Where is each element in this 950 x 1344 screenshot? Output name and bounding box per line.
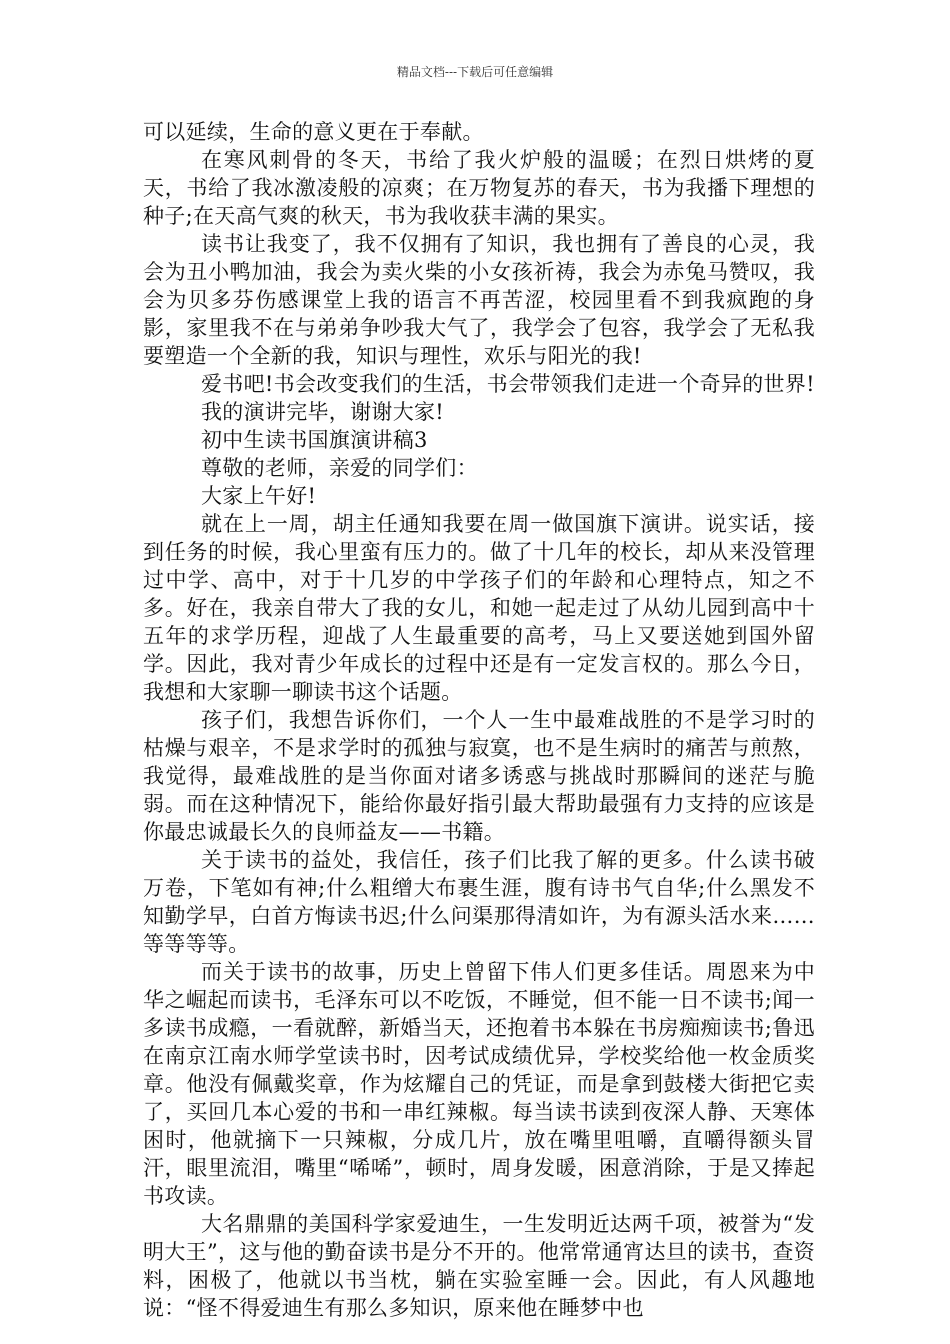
paragraph: 在寒风刺骨的冬天，书给了我火炉般的温暖；在烈日烘烤的夏天，书给了我冰激凌般的凉爽；在万物复苏的春天，书为我播下理想的种子;在天高气爽的秋天，书为我收获丰满的果实。 [143, 148, 815, 228]
paragraph: 而关于读书的故事，历史上曾留下伟人们更多佳话。周恩来为中华之崛起而读书，毛泽东可以不吃饭，不睡觉，但不能一日不读书;闻一多读书成瘾，一看就醉，新婚当天，还抱着书本躲在书房痴痴读书;鲁迅在南京江南水师学堂读书时，因考试成绩优异，学校奖给他一枚金质奖章。他没有佩戴奖章，作为炫耀自己的凭证，而是拿到鼓楼大街把它卖了，买回几本心爱的书和一串红辣椒。每当读书读到夜深人静、天寒体困时，他就摘下一只辣椒，分成几片，放在嘴里咀嚼，直嚼得额头冒汗，眼里流泪，嘴里“唏唏”，顿时，周身发暖，困意消除，于是又捧起书攻读。 [143, 960, 815, 1208]
paragraph: 孩子们，我想告诉你们，一个人一生中最难战胜的不是学习时的枯燥与艰辛，不是求学时的孤独与寂寞，也不是生病时的痛苦与煎熬，我觉得，最难战胜的是当你面对诸多诱惑与挑战时那瞬间的迷茫与脆弱。而在这种情况下，能给你最好指引最大帮助最强有力支持的应该是你最忠诚最长久的良师益友——书籍。 [143, 708, 815, 844]
page-header: 精品文档---下载后可任意编辑 [396, 65, 554, 79]
greeting: 大家上午好! [201, 484, 317, 508]
paragraph: 爱书吧!书会改变我们的生活，书会带领我们走进一个奇异的世界! [201, 372, 815, 396]
paragraph: 就在上一周，胡主任通知我要在周一做国旗下演讲。说实话，接到任务的时候，我心里蛮有压力的。做了十几年的校长，却从来没管理过中学、高中，对于十几岁的中学孩子们的年龄和心理特点，知之不多。好在，我亲自带大了我的女儿，和她一起走过了从幼儿园到高中十五年的求学历程，迎战了人生最重要的高考，马上又要送她到国外留学。因此，我对青少年成长的过程中还是有一定发言权的。那么今日，我想和大家聊一聊读书这个话题。 [143, 512, 815, 704]
paragraph: 关于读书的益处，我信任，孩子们比我了解的更多。什么读书破万卷，下笔如有神;什么粗缯大布裹生涯，腹有诗书气自华;什么黑发不知勤学早，白首方悔读书迟;什么问渠那得清如许，为有源头活水来……等等等等。 [143, 848, 815, 956]
paragraph: 可以延续，生命的意义更在于奉献。 [143, 120, 484, 144]
paragraph: 大名鼎鼎的美国科学家爱迪生，一生发明近达两千项，被誉为“发明大王”，这与他的勤奋读书是分不开的。他常常通宵达旦的读书，查资料，困极了，他就以书当枕，躺在实验室睡一会。因此，有人风趣地说：“怪不得爱迪生有那么多知识，原来他在睡梦中也 [143, 1212, 815, 1320]
document-body [143, 118, 815, 1322]
salutation: 尊敬的老师，亲爱的同学们： [201, 456, 478, 480]
section-title: 初中生读书国旗演讲稿3 [201, 428, 428, 452]
paragraph: 我的演讲完毕，谢谢大家! [201, 400, 445, 424]
paragraph: 读书让我变了，我不仅拥有了知识，我也拥有了善良的心灵，我会为丑小鸭加油，我会为卖火柴的小女孩祈祷，我会为赤兔马赞叹，我会为贝多芬伤感课堂上我的语言不再苦涩，校园里看不到我疯跑的身影，家里我不在与弟弟争吵我大气了，我学会了包容，我学会了无私我要塑造一个全新的我，知识与理性，欢乐与阳光的我! [143, 232, 815, 368]
